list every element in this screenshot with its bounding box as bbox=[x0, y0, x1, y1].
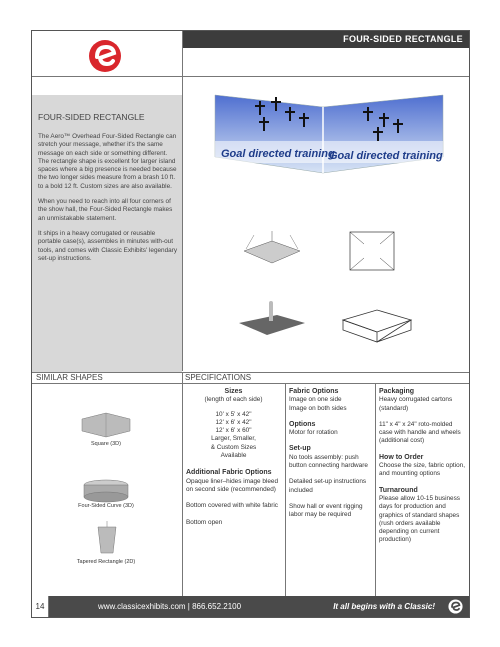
shape-label: Four-Sided Curve (3D) bbox=[78, 503, 134, 509]
page bbox=[31, 30, 470, 618]
sizes-note: Larger, Smaller, bbox=[211, 435, 256, 443]
size-item: 12' x 6' x 60" bbox=[215, 427, 252, 435]
four-sided-curve-image bbox=[82, 477, 130, 505]
specs-column-3 bbox=[379, 388, 467, 545]
banner-text-right: Goal directed training bbox=[329, 150, 443, 162]
setup-item: No tools assembly: push button connecting hardware bbox=[289, 453, 368, 470]
scale-figure-diagram bbox=[237, 301, 307, 341]
similar-shapes-label: SIMILAR SHAPES bbox=[36, 373, 103, 382]
turnaround-heading: Turnaround bbox=[379, 486, 418, 494]
sizes-note: & Custom Sizes bbox=[210, 443, 257, 451]
product-banner-image bbox=[213, 93, 445, 176]
packaging-heading: Packaging bbox=[379, 388, 415, 395]
classic-exhibits-logo bbox=[88, 39, 122, 73]
additional-fabric-item: Bottom covered with white fabric bbox=[186, 502, 278, 510]
additional-fabric-item: Opaque liner–hides image bleed on second side (recommended) bbox=[186, 477, 279, 493]
size-item: 12' x 6' x 42" bbox=[215, 418, 252, 426]
setup-item: Show hall or event rigging labor may be required bbox=[289, 502, 363, 519]
options-item: Motor for rotation bbox=[289, 429, 338, 437]
footer-contact-link[interactable]: www.classicexhibits.com | 866.652.2100 bbox=[98, 602, 242, 611]
fabric-option-item: Image on one side bbox=[289, 396, 342, 404]
intro-paragraph: The Aero™ Overhead Four-Sided Rectangle can stretch your message, whether it's the same message on each side or something different. The rectangle shape is excellent for larger island spaces where a big presence is needed because the two longer sides measure from a brash 10 ft. to a bold 12 ft. Custom sizes are also available. bbox=[38, 133, 177, 190]
specs-column-2 bbox=[289, 388, 371, 520]
shape-label: Tapered Rectangle (2D) bbox=[76, 559, 136, 565]
intro-paragraph: It ships in a heavy corrugated or reusable portable case(s), assembles in minutes with-out tools, and comes with Classic Exhibits' legendary set-up instructions. bbox=[38, 229, 178, 262]
perspective-diagram bbox=[242, 231, 302, 271]
sizes-note: Available bbox=[220, 452, 247, 460]
square-shape-image bbox=[78, 409, 134, 439]
sizes-subheading: (length of each side) bbox=[204, 396, 263, 404]
footer-tagline: It all begins with a Classic! bbox=[333, 602, 435, 611]
setup-heading: Set-up bbox=[289, 445, 311, 453]
intro-panel bbox=[32, 95, 182, 372]
how-to-order-heading: How to Order bbox=[379, 453, 424, 461]
fabric-option-item: Image on both sides bbox=[289, 404, 347, 412]
options-heading: Options bbox=[289, 420, 316, 428]
page-header: FOUR-SIDED RECTANGLE bbox=[182, 31, 469, 48]
tapered-rectangle-image bbox=[96, 521, 118, 557]
footer-logo-icon bbox=[448, 599, 463, 614]
page-number: 14 bbox=[32, 596, 49, 617]
intro-text bbox=[38, 133, 178, 270]
page-footer bbox=[32, 596, 469, 617]
order-item: Choose the size, fabric option, and mounting options bbox=[379, 462, 465, 478]
intro-heading: FOUR-SIDED RECTANGLE bbox=[38, 112, 145, 122]
shape-label: Square (3D) bbox=[91, 441, 121, 447]
turnaround-item: Please allow 10-15 business days for production and graphics of standard shapes (rush orders available depending on current production) bbox=[379, 494, 460, 544]
setup-item: Detailed set-up instructions included bbox=[289, 478, 367, 494]
sizes-heading: Sizes bbox=[224, 388, 243, 395]
frame-diagram bbox=[337, 306, 417, 346]
packaging-item: 11" x 4" x 24" roto-molded case with handle and wheels (additional cost) bbox=[379, 420, 461, 445]
size-item: 10' x 5' x 42" bbox=[215, 410, 252, 418]
top-view-diagram bbox=[342, 226, 402, 276]
packaging-item: Heavy corrugated cartons (standard) bbox=[379, 396, 453, 412]
fabric-options-heading: Fabric Options bbox=[289, 388, 339, 395]
intro-paragraph: When you need to reach into all four corners of the show hall, the Four-Sided Rectangle makes an unmistakable statement. bbox=[38, 198, 173, 222]
banner-text-left: Goal directed training bbox=[221, 148, 335, 160]
additional-fabric-item: Bottom open bbox=[186, 518, 223, 526]
specifications-label: SPECIFICATIONS bbox=[185, 373, 252, 382]
additional-fabric-heading: Additional Fabric Options bbox=[186, 469, 272, 477]
specs-column-1 bbox=[186, 388, 281, 527]
